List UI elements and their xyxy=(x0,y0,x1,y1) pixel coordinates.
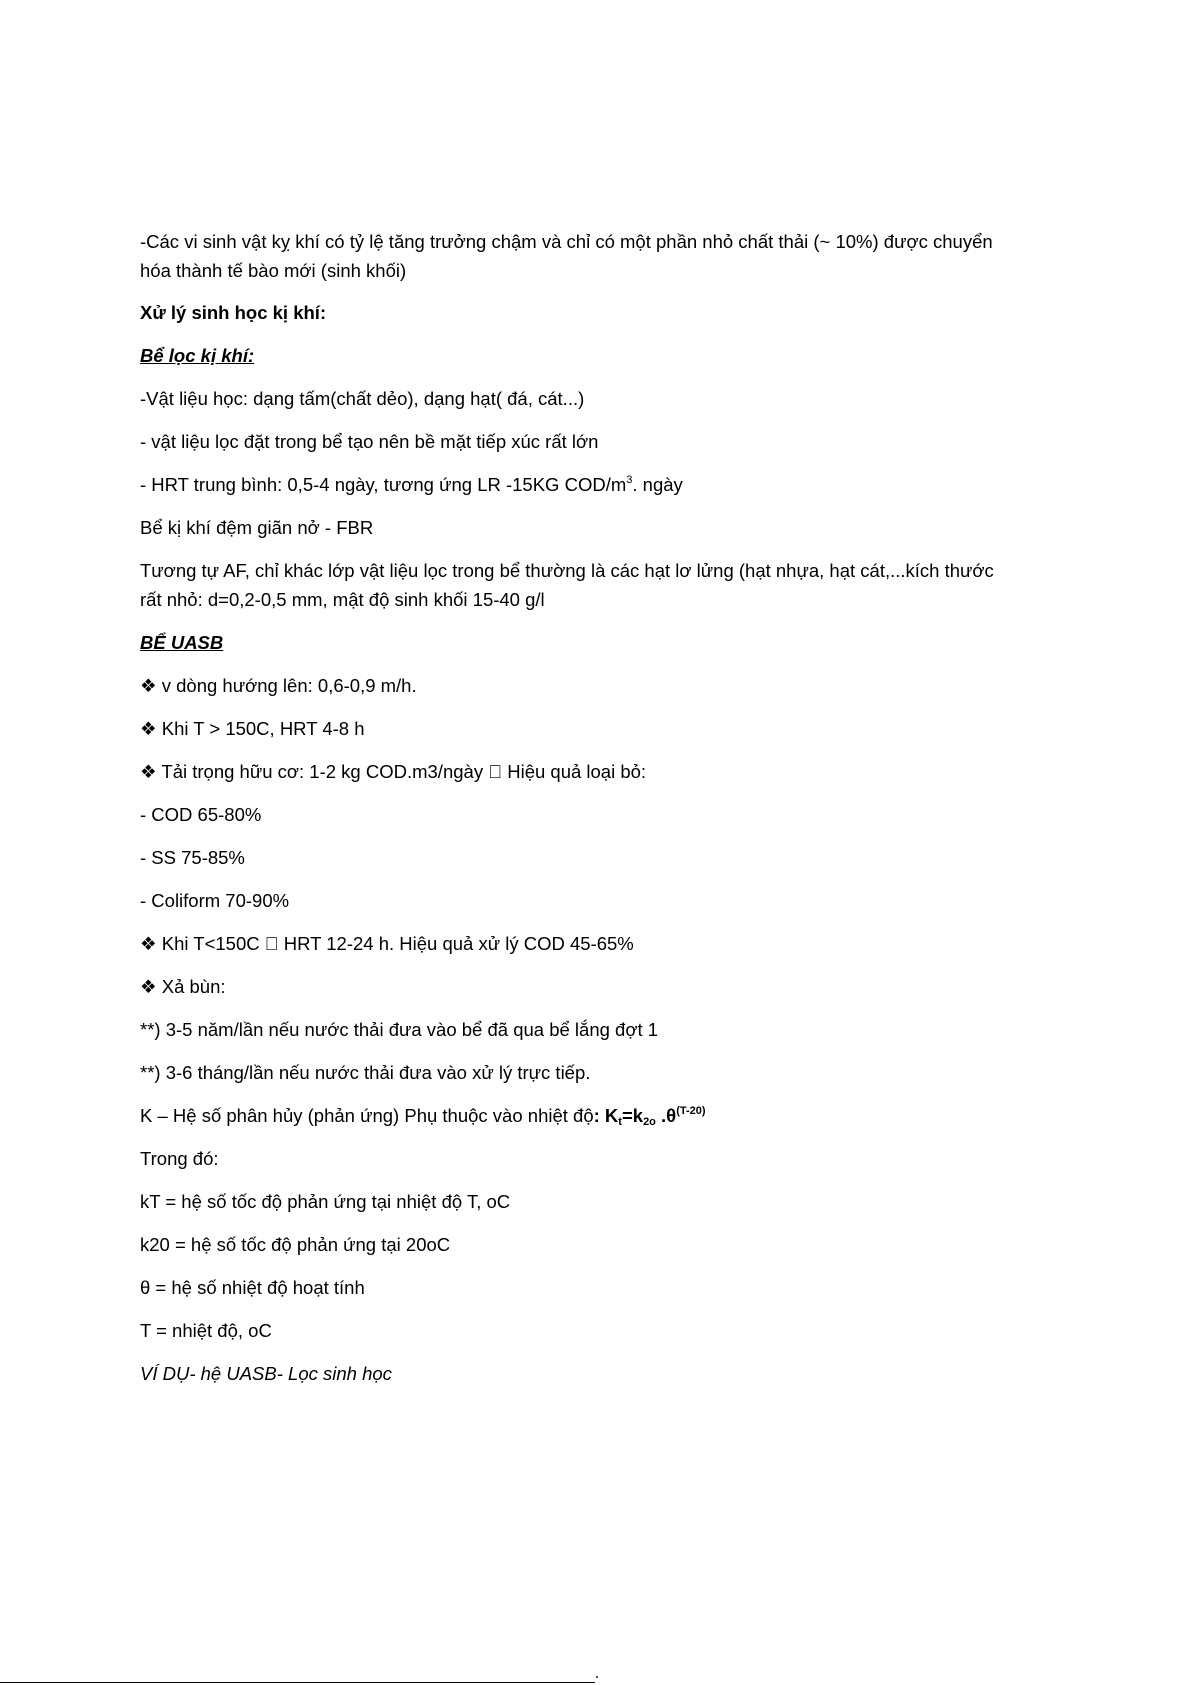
k-formula-sub-20: 2o xyxy=(643,1116,656,1128)
uasb-velocity: ❖ v dòng hướng lên: 0,6-0,9 m/h. xyxy=(140,675,417,696)
hrt-prefix: - HRT trung bình: 0,5-4 ngày, tương ứng LR -15KG COD/m xyxy=(140,474,627,495)
definition-t: T = nhiệt độ, oC xyxy=(140,1320,272,1341)
heading-uasb: BỂ UASB xyxy=(140,632,224,653)
efficiency-cod: - COD 65-80% xyxy=(140,804,262,825)
k-coefficient-formula xyxy=(140,1101,706,1130)
where-label: Trong đó: xyxy=(140,1148,219,1169)
filter-material-text: -Vật liệu học: dạng tấm(chất dẻo), dạng hạt( đá, cát...) xyxy=(140,388,585,409)
k-formula-exponent: (T-20) xyxy=(676,1105,706,1117)
k-formula-part-b: =k xyxy=(621,1105,644,1126)
k-formula-part-c: .θ xyxy=(655,1105,677,1126)
filter-surface-text: - vật liệu lọc đặt trong bể tạo nên bề mặt tiếp xúc rất lớn xyxy=(140,431,599,452)
fbr-title: Bể kị khí đệm giãn nở - FBR xyxy=(140,517,374,538)
fbr-description-line2: rất nhỏ: d=0,2-0,5 mm, mật độ sinh khối 15-40 g/l xyxy=(140,589,545,610)
heading-anaerobic-filter: Bể lọc kị khí: xyxy=(140,345,255,366)
footer-mark xyxy=(596,1676,598,1678)
k-formula-part-a: : K xyxy=(593,1105,619,1126)
definition-k20: k20 = hệ số tốc độ phản ứng tại 20oC xyxy=(140,1234,451,1255)
example-text: VÍ DỤ- hệ UASB- Lọc sinh học xyxy=(140,1363,392,1384)
uasb-organic-load: ❖ Tải trọng hữu cơ: 1-2 kg COD.m3/ngày   Hiệu quả loại bỏ: xyxy=(140,761,647,782)
uasb-temperature-low: ❖ Khi T<150C   HRT 12-24 h. Hiệu quả xử lý COD 45-65% xyxy=(140,933,634,954)
k-prefix: K – Hệ số phân hủy (phản ứng) Phụ thuộc vào nhiệt độ xyxy=(140,1105,594,1126)
definition-kt: kT = hệ số tốc độ phản ứng tại nhiệt độ T, oC xyxy=(140,1191,511,1212)
hrt-suffix: . ngày xyxy=(632,474,683,495)
fbr-description-line1: Tương tự AF, chỉ khác lớp vật liệu lọc trong bể thường là các hạt lơ lửng (hạt nhựa, hạt cát,...kích thước xyxy=(140,560,994,581)
paragraph-anaerobic-growth-line1: -Các vi sinh vật kỵ khí có tỷ lệ tăng trưởng chậm và chỉ có một phần nhỏ chất thải (~ 10%) được chuyển xyxy=(140,231,993,252)
efficiency-coliform: - Coliform 70-90% xyxy=(140,890,290,911)
hrt-text xyxy=(140,470,683,499)
heading-anaerobic-treatment: Xử lý sinh học kị khí: xyxy=(140,302,327,323)
sludge-discharge: ❖ Xả bùn: xyxy=(140,976,226,997)
sludge-interval-1: **) 3-5 năm/lần nếu nước thải đưa vào bể đã qua bể lắng đợt 1 xyxy=(140,1019,659,1040)
paragraph-anaerobic-growth-line2: hóa thành tế bào mới (sinh khối) xyxy=(140,260,407,281)
sludge-interval-2: **) 3-6 tháng/lần nếu nước thải đưa vào xử lý trực tiếp. xyxy=(140,1062,591,1083)
efficiency-ss: - SS 75-85% xyxy=(140,847,245,868)
definition-theta: θ = hệ số nhiệt độ hoạt tính xyxy=(140,1277,365,1298)
footer-divider xyxy=(0,1682,595,1683)
hrt-superscript: 3 xyxy=(626,474,633,486)
uasb-temperature-high: ❖ Khi T > 150C, HRT 4-8 h xyxy=(140,718,365,739)
k-formula-sub-t: t xyxy=(618,1116,622,1128)
